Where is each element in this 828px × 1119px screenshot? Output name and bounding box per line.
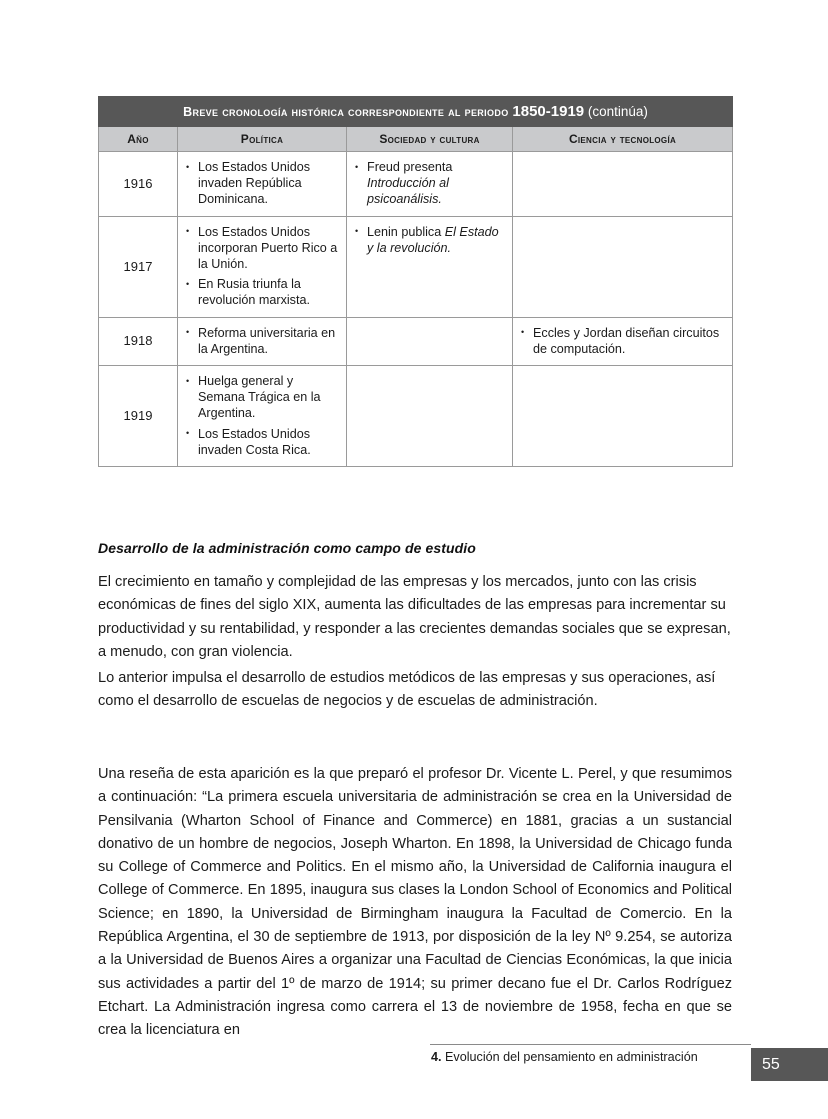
sociedad-italic-title: Introducción al psicoanálisis. xyxy=(367,176,449,207)
cell-ciencia xyxy=(513,216,733,317)
column-header-ciencia: Ciencia y tecnología xyxy=(513,127,733,152)
politica-list xyxy=(186,159,338,208)
politica-list xyxy=(186,224,338,309)
politica-list xyxy=(186,373,338,458)
page-number-badge: 55 xyxy=(751,1048,828,1081)
cell-ciencia xyxy=(513,366,733,467)
cell-year: 1919 xyxy=(99,366,178,467)
cell-year: 1917 xyxy=(99,216,178,317)
cell-sociedad xyxy=(347,216,513,317)
sociedad-italic-title: El Estado y la revolución. xyxy=(367,224,499,255)
cell-politica xyxy=(178,317,347,365)
footer-chapter xyxy=(431,1050,698,1064)
cell-sociedad xyxy=(347,317,513,365)
cell-ciencia xyxy=(513,317,733,365)
body-paragraph-1-container xyxy=(98,571,732,664)
column-header-year: Año xyxy=(99,127,178,152)
table-body xyxy=(99,152,733,467)
table-header-row xyxy=(99,127,733,152)
cell-politica xyxy=(178,366,347,467)
cell-ciencia xyxy=(513,152,733,217)
body-paragraph-2-container xyxy=(98,667,732,714)
cell-sociedad xyxy=(347,366,513,467)
sociedad-list xyxy=(355,224,504,256)
table-row xyxy=(99,366,733,467)
cell-year: 1918 xyxy=(99,317,178,365)
column-header-sociedad: Sociedad y cultura xyxy=(347,127,513,152)
column-header-politica: Política xyxy=(178,127,347,152)
ciencia-list xyxy=(521,325,724,357)
table-row xyxy=(99,152,733,217)
politica-list xyxy=(186,325,338,357)
section-heading: Desarrollo de la administración como campo de estudio xyxy=(98,540,476,556)
table-title-main: Breve cronología histórica correspondiente al periodo xyxy=(183,104,513,119)
table-title-years: 1850-1919 xyxy=(512,102,585,120)
politica-item: • Los Estados Unidos invaden Costa Rica. xyxy=(186,426,338,458)
table-title-row xyxy=(99,97,733,127)
footer-chapter-title: Evolución del pensamiento en administración xyxy=(441,1050,698,1064)
cell-sociedad xyxy=(347,152,513,217)
table-title xyxy=(99,97,733,127)
body-paragraph-1: El crecimiento en tamaño y complejidad de las empresas y los mercados, junto con las crisis económicas de fines del siglo XIX, aumenta las dificultades de las empresas para incrementar su productividad y su rentabilidad, y responder a las crecientes demandas sociales que se expresan, a menudo, con gran violencia. xyxy=(98,574,731,660)
table-row xyxy=(99,216,733,317)
sociedad-item: • Freud presenta Introducción al psicoanálisis. xyxy=(355,159,504,208)
table-row xyxy=(99,317,733,365)
sociedad-item: • Lenin publica El Estado y la revolución. xyxy=(355,224,504,256)
politica-item: • Huelga general y Semana Trágica en la Argentina. xyxy=(186,373,338,422)
footer-chapter-number: 4. xyxy=(431,1050,442,1064)
politica-item: • Los Estados Unidos incorporan Puerto Rico a la Unión. xyxy=(186,224,338,273)
body-paragraph-3: Una reseña de esta aparición es la que preparó el profesor Dr. Vicente L. Perel, y que resumimos a continuación: “La primera escuela universitaria de administración se crea en la Universidad de Pensilvania (Wharton School of Finance and Commerce) en 1881, gracias a un sustancial donativo de un hombre de negocios, Joseph Wharton. En 1898, la Universidad de Chicago funda su College of Commerce and Politics. En el mismo año, la Universidad de California inaugura el College of Commerce. En 1895, inaugura sus clases la London School of Economics and Political Science; en 1890, la Universidad de Birmingham inaugura la Facultad de Comercio. En la República Argentina, el 30 de septiembre de 1913, por disposición de la ley Nº 9.254, se autoriza a la Universidad de Buenos Aires a organizar una Facultad de Ciencias Económicas, la que inicia sus actividades a partir del 1º de marzo de 1914; su primer decano fue el Dr. Carlos Rodríguez Etchart. La Administración ingresa como carrera el 13 de noviembre de 1958, fecha en que se crea la licenciatura en xyxy=(98,766,732,1039)
ciencia-item: • Eccles y Jordan diseñan circuitos de computación. xyxy=(521,325,724,357)
table-title-continued: (continúa) xyxy=(584,103,648,119)
cell-politica xyxy=(178,216,347,317)
politica-item: • Reforma universitaria en la Argentina. xyxy=(186,325,338,357)
cell-politica xyxy=(178,152,347,217)
politica-item: • En Rusia triunfa la revolución marxista. xyxy=(186,276,338,308)
politica-item: • Los Estados Unidos invaden República Dominicana. xyxy=(186,159,338,208)
body-paragraph-2: Lo anterior impulsa el desarrollo de estudios metódicos de las empresas y sus operaciones, así como el desarrollo de escuelas de negocios y de escuelas de administración. xyxy=(98,670,716,710)
cell-year: 1916 xyxy=(99,152,178,217)
body-paragraph-3-container xyxy=(98,763,732,1043)
page-footer xyxy=(0,1044,828,1094)
footer-divider xyxy=(430,1044,751,1045)
sociedad-list xyxy=(355,159,504,208)
chronology-table xyxy=(98,96,733,467)
